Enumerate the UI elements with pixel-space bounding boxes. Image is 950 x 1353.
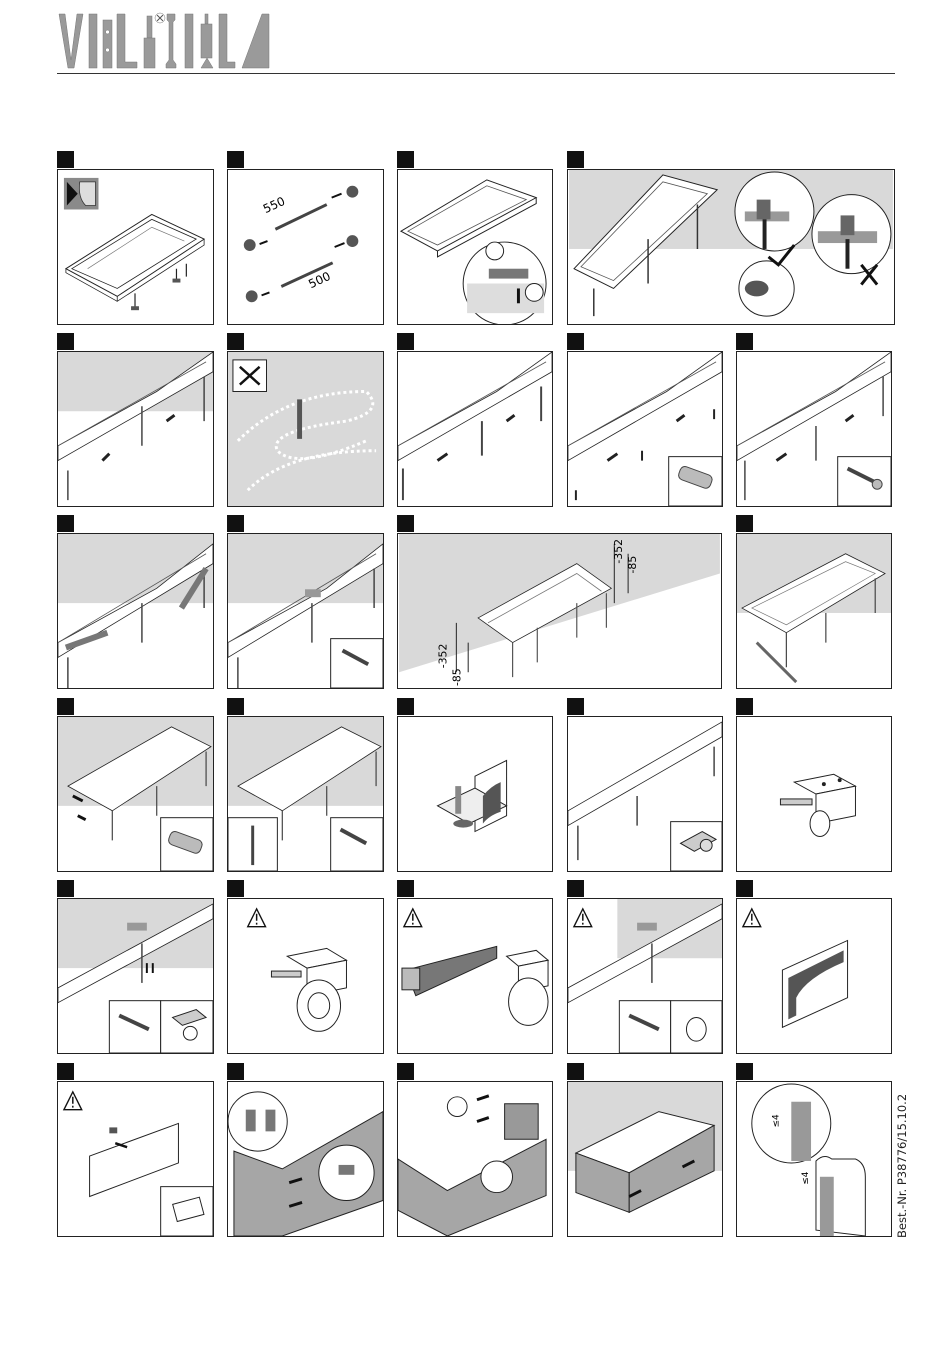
gap-detail-illustration [737, 1082, 891, 1236]
gap-dimension-bottom: ≤4 [801, 1171, 812, 1185]
step-panel-21 [397, 898, 553, 1054]
step-marker-1 [57, 151, 74, 168]
step-marker-24 [57, 1063, 74, 1080]
panel-profile-illustration [737, 899, 891, 1053]
bracket-warning-illustration [228, 899, 383, 1053]
dimension-right-352: -352 [612, 538, 626, 564]
saw-warning-illustration [398, 899, 552, 1053]
caulk-level-illustration [58, 534, 213, 688]
header-rule [57, 73, 895, 74]
step-marker-22 [567, 880, 584, 897]
step-marker-4 [567, 151, 584, 168]
order-code: Best.-Nr. P38776/15.10.2 [895, 1093, 909, 1238]
step-panel-11 [227, 533, 384, 689]
drill-dowel-illustration [568, 352, 722, 506]
step-marker-5 [57, 333, 74, 350]
dimension-550: 550 [260, 193, 288, 217]
step-marker-16 [397, 698, 414, 715]
step-panel-5 [57, 351, 214, 507]
step-marker-21 [397, 880, 414, 897]
mounting-bracket-illustration [737, 717, 891, 871]
step-marker-23 [736, 880, 753, 897]
step-panel-15 [227, 716, 384, 872]
rails-illustration [228, 170, 383, 324]
step-marker-18 [736, 698, 753, 715]
step-marker-27 [567, 1063, 584, 1080]
bathtub-illustration [58, 170, 213, 324]
floor-heating-illustration [228, 352, 383, 506]
logo-tools-icon [57, 10, 272, 72]
step-panel-9 [736, 351, 892, 507]
step-marker-2 [227, 151, 244, 168]
step-marker-14 [57, 698, 74, 715]
step-panel-18 [736, 716, 892, 872]
step-panel-23 [736, 898, 892, 1054]
step-panel-1 [57, 169, 214, 325]
tub-feet-illustration [58, 352, 213, 506]
step-panel-27 [567, 1081, 723, 1237]
step-marker-13 [736, 515, 753, 532]
step-panel-17 [567, 716, 723, 872]
step-panel-16 [397, 716, 553, 872]
step-panel-14 [57, 716, 214, 872]
step-marker-19 [57, 880, 74, 897]
step-panel-2 [227, 169, 384, 325]
step-marker-8 [567, 333, 584, 350]
bracket-screw-illustration [228, 717, 383, 871]
step-panel-19 [57, 898, 214, 1054]
dimension-left-85: -85 [450, 668, 464, 687]
step-panel-12 [397, 533, 722, 689]
step-panel-10 [57, 533, 214, 689]
panel-marking-illustration [58, 1082, 213, 1236]
step-panel-6 [227, 351, 384, 507]
dimension-500: 500 [306, 268, 333, 292]
step-marker-10 [57, 515, 74, 532]
measure-feet-illustration [398, 352, 552, 506]
frame-assembly-illustration [737, 534, 891, 688]
step-marker-12 [397, 515, 414, 532]
step-marker-26 [397, 1063, 414, 1080]
step-panel-4 [567, 169, 895, 325]
step-panel-22 [567, 898, 723, 1054]
bracket-clip-illustration [398, 717, 552, 871]
finished-tub-illustration [568, 1082, 722, 1236]
step-marker-7 [397, 333, 414, 350]
step-marker-28 [736, 1063, 753, 1080]
step-marker-20 [227, 880, 244, 897]
step-marker-15 [227, 698, 244, 715]
step-panel-20 [227, 898, 384, 1054]
step-marker-3 [397, 151, 414, 168]
step-panel-26 [397, 1081, 553, 1237]
dowel-brackets-illustration [58, 717, 213, 871]
panel-corner-illustration [228, 1082, 383, 1236]
wall-dimensions-illustration [398, 534, 721, 688]
step-panel-3 [397, 169, 553, 325]
step-marker-17 [567, 698, 584, 715]
step-panel-7 [397, 351, 553, 507]
step-panel-25 [227, 1081, 384, 1237]
gap-dimension-top: ≤4 [771, 1114, 782, 1128]
step-marker-25 [227, 1063, 244, 1080]
dimension-left-352: -352 [436, 643, 450, 669]
screw-feet-illustration [737, 352, 891, 506]
bracket-install-illustration [568, 899, 722, 1053]
install-bracket-illustration [58, 899, 213, 1053]
step-marker-11 [227, 515, 244, 532]
step-marker-6 [227, 333, 244, 350]
step-panel-24 [57, 1081, 214, 1237]
dimension-right-85: -85 [626, 555, 640, 574]
step-panel-8 [567, 351, 723, 507]
step-panel-13 [736, 533, 892, 689]
feet-adjust-illustration [568, 170, 894, 324]
panel-attach-illustration [398, 1082, 552, 1236]
wall-bracket-illustration [228, 534, 383, 688]
step-marker-9 [736, 333, 753, 350]
brand-logo [57, 10, 272, 72]
step-panel-28 [736, 1081, 892, 1237]
tub-bracket-illustration [568, 717, 722, 871]
rail-attach-illustration [398, 170, 552, 324]
